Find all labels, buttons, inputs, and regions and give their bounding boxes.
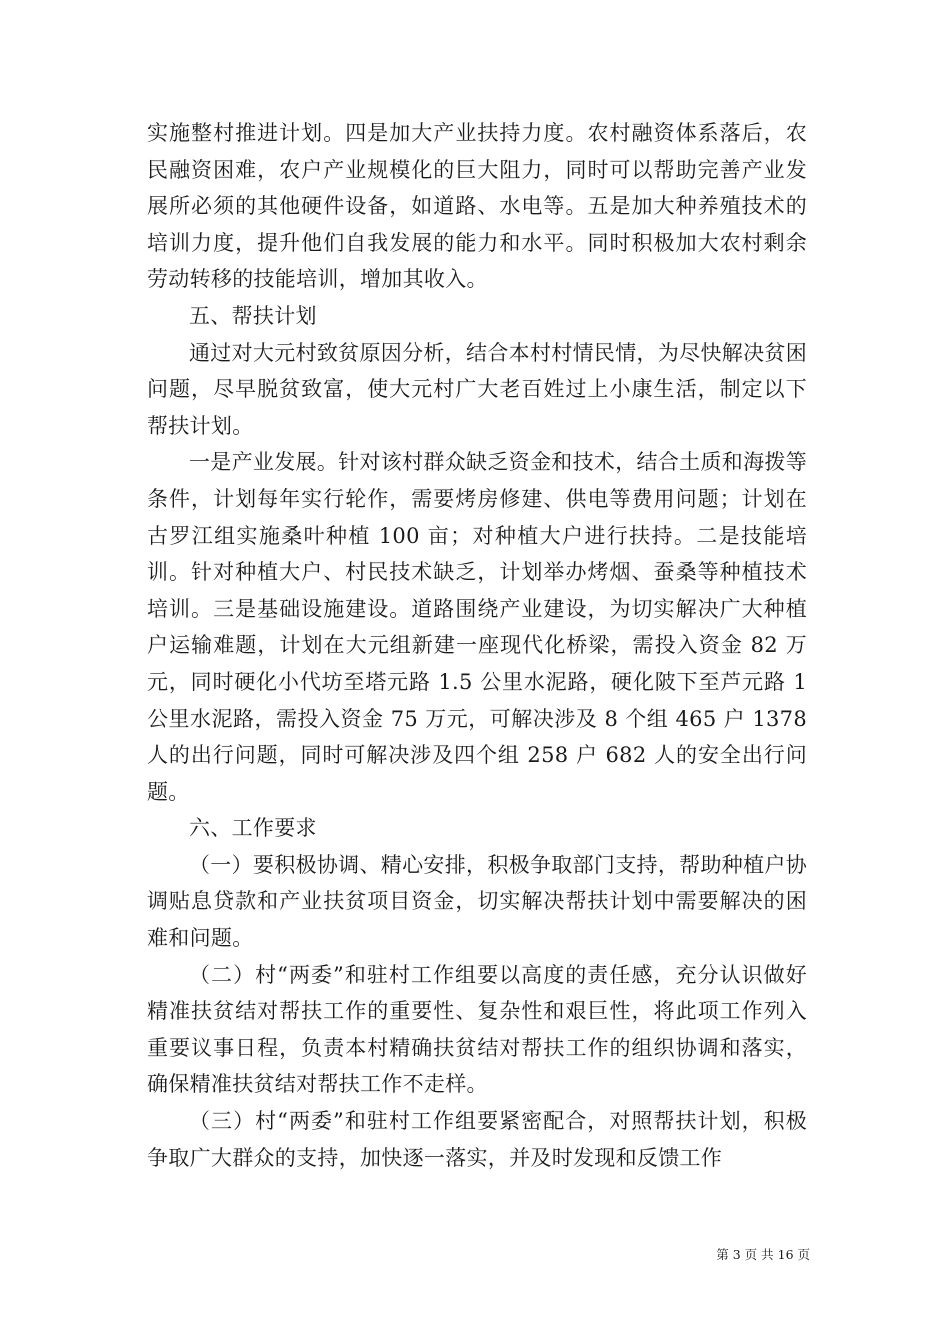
paragraph-industry-support: 实施整村推进计划。四是加大产业扶持力度。农村融资体系落后，农民融资困难，农户产业规模化的巨大阻力，同时可以帮助完善产业发展所必须的其他硬件设备，如道路、水电等。五是加大种养殖技术的培训力度，提升他们自我发展的能力和水平。同时积极加大农村剩余劳动转移的技能培训，增加其收入。: [147, 121, 807, 292]
paragraph-plan-intro: 通过对大元村致贫原因分析，结合本村村情民情，为尽快解决贫困问题，尽早脱贫致富，使大元村广大老百姓过上小康生活，制定以下帮扶计划。: [147, 340, 807, 438]
document-body: [147, 115, 807, 1176]
heading-assistance-plan: 五、帮扶计划: [189, 303, 317, 328]
heading-work-requirements: 六、工作要求: [189, 816, 317, 841]
paragraph-requirement-2: （二）村“两委”和驻村工作组要以高度的责任感，充分认识做好精准扶贫结对帮扶工作的重要性、复杂性和艰巨性，将此项工作列入重要议事日程，负责本村精确扶贫结对帮扶工作的组织协调和落实，确保精准扶贫结对帮扶工作不走样。: [147, 962, 807, 1097]
paragraph-plan-details: 一是产业发展。针对该村群众缺乏资金和技术，结合土质和海拨等条件，计划每年实行轮作，需要烤房修建、供电等费用问题；计划在古罗江组实施桑叶种植 100 亩；对种植大户进行扶持。二是技能培训。针对种植大户、村民技术缺乏，计划举办烤烟、蚕桑等种植技术培训。三是基础设施建设。道路围绕产业建设，为切实解决广大种植户运输难题，计划在大元组新建一座现代化桥梁，需投入资金 82 万元，同时硬化小代坊至塔元路 1.5 公里水泥路，硬化陂下至芦元路 1 公里水泥路，需投入资金 75 万元，可解决涉及 8 个组 465 户 1378 人的出行问题，同时可解决涉及四个组 258 户 682 人的安全出行问题。: [147, 450, 807, 804]
paragraph-requirement-1: （一）要积极协调、精心安排，积极争取部门支持，帮助种植户协调贴息贷款和产业扶贫项目资金，切实解决帮扶计划中需要解决的困难和问题。: [147, 852, 807, 951]
paragraph-requirement-3: （三）村“两委”和驻村工作组要紧密配合，对照帮扶计划，积极争取广大群众的支持，加快逐一落实，并及时发现和反馈工作: [147, 1109, 807, 1170]
page-number-footer: 第 3 页 共 16 页: [716, 1247, 810, 1262]
